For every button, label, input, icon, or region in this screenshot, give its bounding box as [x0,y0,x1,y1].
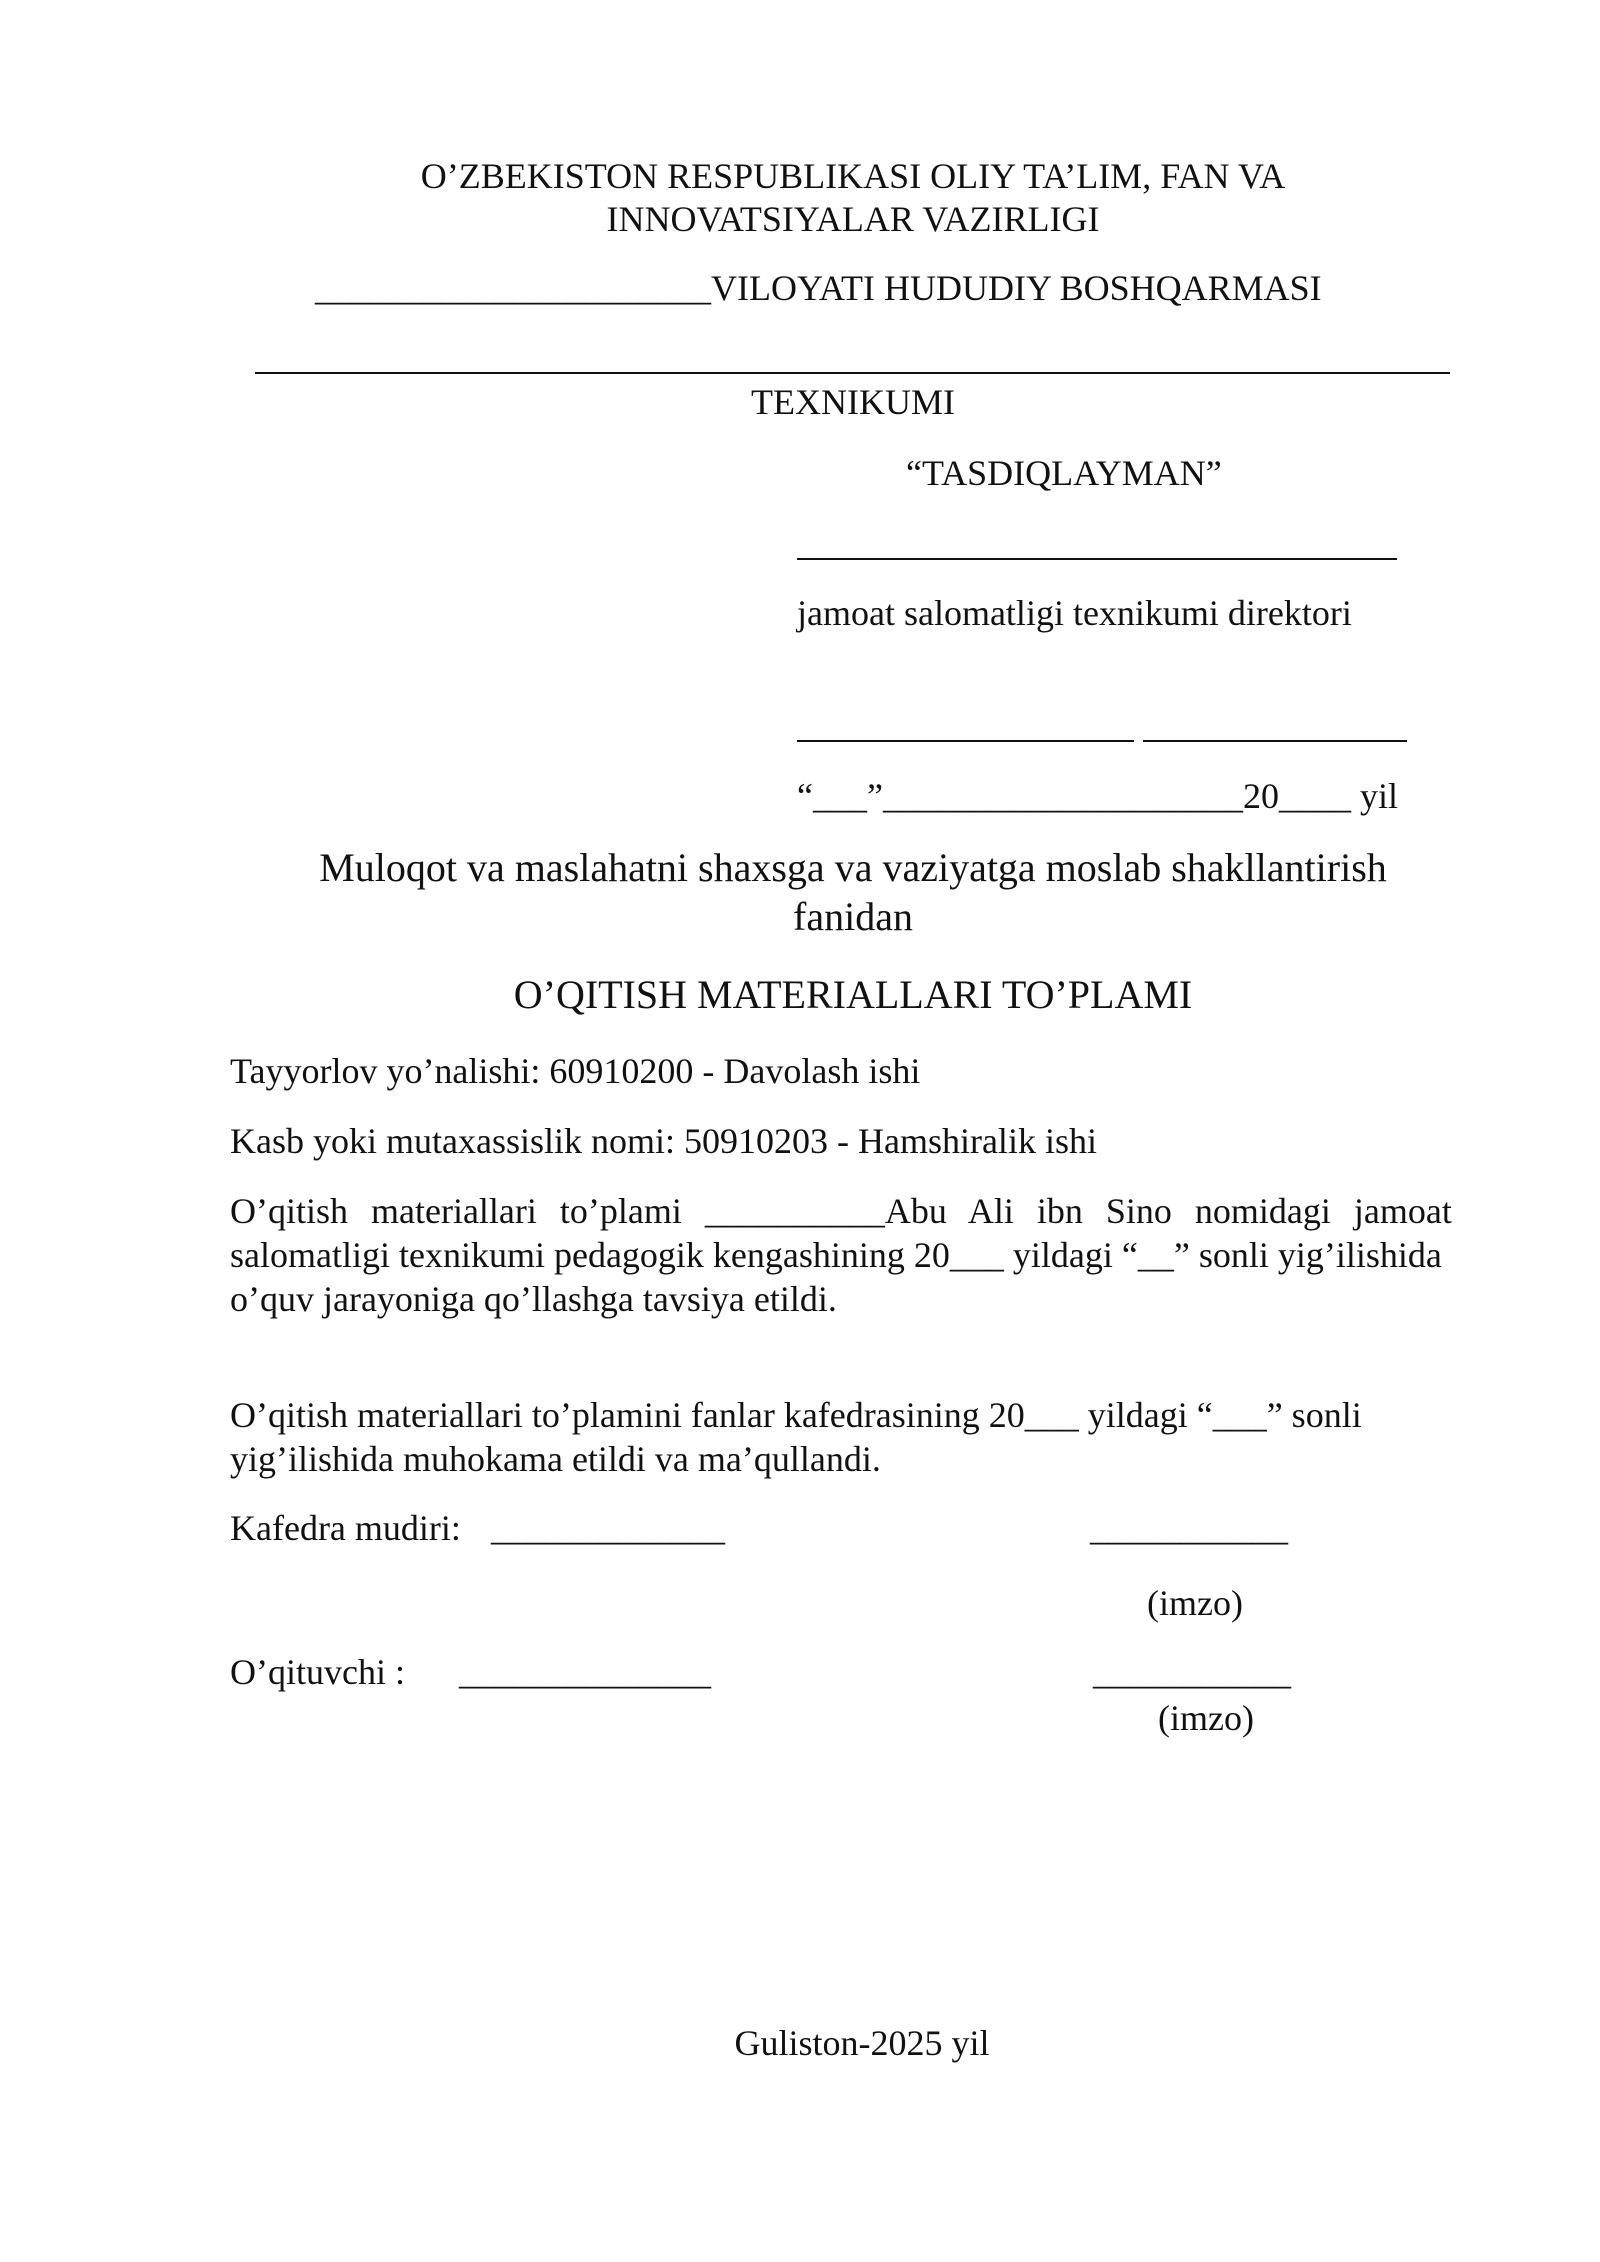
date-day-blank: ___ [812,776,867,816]
date-year-blank: ____ [1278,776,1351,816]
subject-line-1: Muloqot va maslahatni shaxsga va vaziyatga moslab shakllantirish [319,845,1387,890]
date-year-suffix: yil [1359,776,1398,816]
teacher-signature-blank: ___________ [1093,1652,1291,1692]
ministry-line-2: INNOVATSIYALAR VAZIRLIGI [606,199,1100,239]
recommendation-line-2: salomatligi texnikumi pedagogik kengashining 20___ yildagi “__” sonli yig’ilishida [230,1235,1442,1275]
date-month-blank: ____________________ [882,776,1243,816]
institution-text: TEXNIKUMI [751,382,955,422]
head-of-department-blank: _____________ [491,1508,725,1548]
approval-date [797,778,1398,814]
teacher-signature-caption: (imzo) [1158,1698,1254,1738]
date-year-prefix: 20 [1242,776,1279,816]
date-close-quote: ” [866,776,883,816]
date-open-quote: “ [797,776,813,816]
approval-title: “TASDIQLAYMAN” [906,453,1222,493]
head-signature-caption: (imzo) [1147,1583,1243,1623]
head-signature-blank: ___________ [1090,1508,1288,1548]
document-title: O’QITISH MATERIALLARI TO’PLAMI [513,972,1193,1017]
recommendation-line-1-text: O’qitish materiallari to’plami __________Abu Ali ibn Sino nomidagi jamoat [230,1191,1452,1231]
direction-field: Tayyorlov yo’nalishi: 60910200 - Davolash ishi [230,1051,921,1091]
teacher-label: O’qituvchi : [230,1652,405,1692]
approval-signature-line [797,558,1397,560]
discussion-line-2: yig’ilishida muhokama etildi va ma’qullandi. [230,1439,881,1479]
approval-position: jamoat salomatligi texnikumi direktori [797,593,1352,633]
recommendation-line-1 [230,1193,1492,1229]
ministry-line-1: O’ZBEKISTON RESPUBLIKASI OLIY TA’LIM, FAN VA [420,156,1286,196]
discussion-line-1: O’qitish materiallari to’plamini fanlar kafedrasining 20___ yildagi “___” sonli [230,1395,1362,1435]
head-of-department-label: Kafedra mudiri: [230,1508,461,1548]
director-name-blank [1143,740,1407,742]
specialty-field: Kasb yoki mutaxassislik nomi: 50910203 - Hamshiralik ishi [230,1121,1097,1161]
place-and-year: Guliston-2025 yil [734,2023,990,2063]
region-text: VILOYATI HUDUDIY BOSHQARMASI [711,268,1322,308]
subject-line-2: fanidan [793,894,913,939]
recommendation-line-3: o’quv jarayoniga qo’llashga tavsiya etildi. [230,1279,837,1319]
institution-name-blank-line [255,372,1450,374]
teacher-blank: ______________ [459,1652,711,1692]
region-line [315,270,1322,306]
region-blank: ______________________ [315,268,711,308]
director-signature-blank [797,740,1134,742]
